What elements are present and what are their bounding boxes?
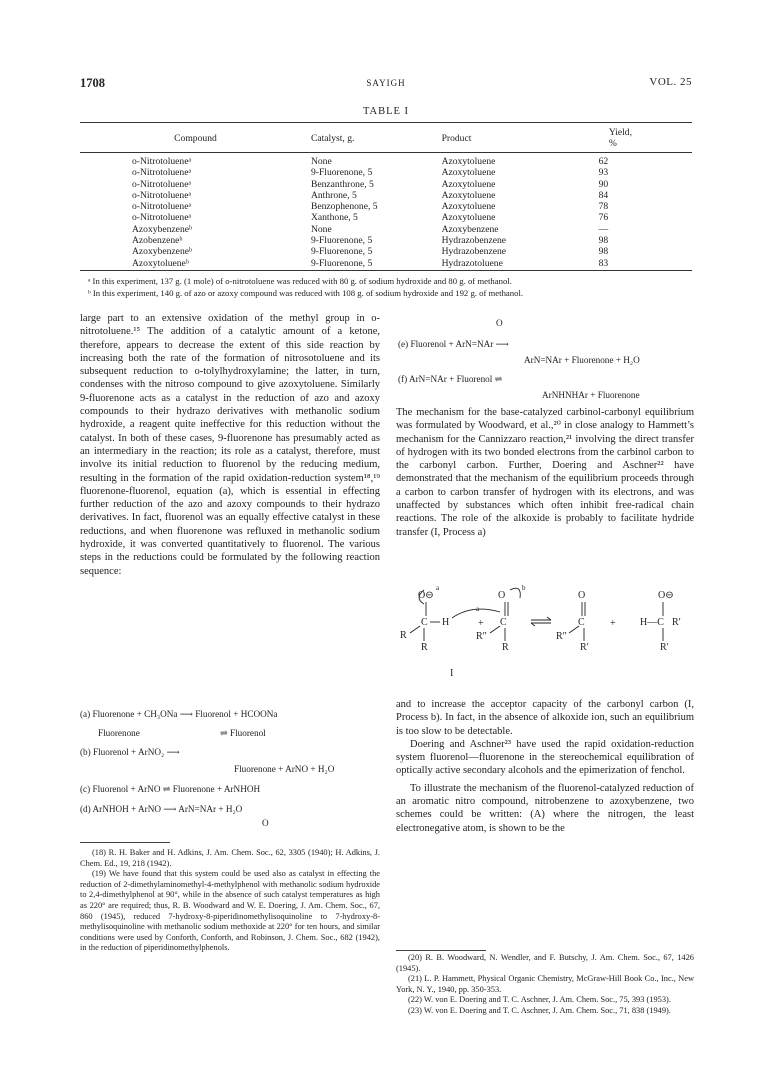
equation-f-products: ArNHNHAr + Fluorenone <box>542 390 640 400</box>
table-cell: Azoxytoluene <box>441 156 496 167</box>
table-header-row <box>80 124 692 153</box>
table-cell: Hydrazotoluene <box>441 257 503 269</box>
equation-f: (f) ArN=NAr + Fluorenol ⇌ <box>398 374 503 384</box>
table-row <box>80 235 692 246</box>
equation-c: (c) Fluorenol + ArNO ⇌ Fluorenone + ArNHOH <box>80 784 261 794</box>
table-row <box>80 167 692 178</box>
table-cell: Azoxytoluene <box>441 178 496 190</box>
equation-e-products: ArN=NAr + Fluorenone + H₂O <box>524 355 640 365</box>
scheme-label: R′ <box>580 642 589 653</box>
scheme-label: O⊖ <box>658 590 674 601</box>
scheme-label: + <box>610 618 616 629</box>
equation-a-right: ⇌ Fluorenol <box>220 728 266 738</box>
table-cell: o-Nitrotolueneᵃ <box>132 167 192 179</box>
footnote-21: (21) L. P. Hammett, Physical Organic Chemistry, McGraw-Hill Book Co., Inc., New York, N. Y., 1940, pp. 350-353. <box>396 974 694 994</box>
equation-d: (d) ArNHOH + ArNO ⟶ ArN=NAr + H₂O <box>80 804 243 814</box>
table-cell: Anthrone, 5 <box>310 189 357 201</box>
scheme-label: b <box>522 584 526 592</box>
scheme-label: R <box>400 630 407 641</box>
table-cell: Azobenzeneᵇ <box>132 235 183 247</box>
scheme-label: H <box>442 617 450 628</box>
table-row <box>80 179 692 190</box>
table-row <box>80 190 692 201</box>
table-row <box>80 258 692 269</box>
table-cell: o-Nitrotolueneᵃ <box>132 212 192 224</box>
data-table <box>80 124 692 269</box>
table-cell: 9-Fluorenone, 5 <box>310 167 373 179</box>
table-cell: 9-Fluorenone, 5 <box>310 246 373 258</box>
left-column <box>80 312 380 578</box>
scheme-label: H—C <box>640 617 664 628</box>
footnote-19: (19) We have found that this system could be used also as catalyst in effecting the reduction of 2-dimethylaminomethyl-4-methylphenol with methanolic sodium hydroxide to 2,4-dimethylphenol at 90°, while in the absence of such catalyst temperatures as high as 220° are required; thus, R. B. Woodward and W. E. Doering, J. Am. Chem. Soc., 67, 860 (1945), reduced 7-hydroxy-8-piperidinomethylisoquinoline to 7-hydroxy-8-methylisoquinoline with methanolic sodium methoxide at 220° for ten hours, and similar conditions were used by Conforth, Conforth, and Robinson, J. Chem. Soc., 682 (1942), in the reduction of piperidinomethylphenols. <box>80 869 380 953</box>
table-top-rule <box>80 122 692 123</box>
paragraph: Doering and Aschner²³ have used the rapid oxidation-reduction system fluorenol—fluorenone in the stereochemical equilibration of optically active secondary alcohols and the epimerization of fenchol. <box>396 738 694 777</box>
column-header: Compound <box>80 124 311 153</box>
table-title: TABLE I <box>362 106 410 117</box>
table-cell: 76 <box>598 212 609 224</box>
table-cell: Benzanthrone, 5 <box>310 178 374 190</box>
table-row <box>80 246 692 257</box>
scheme-label: C <box>578 617 585 628</box>
table-cell: 78 <box>598 201 609 213</box>
table-cell: 9-Fluorenone, 5 <box>310 257 373 269</box>
table-cell: — <box>598 223 609 235</box>
equation-a-left: Fluorenone <box>98 728 140 738</box>
table-row <box>80 212 692 223</box>
table-cell: Benzophenone, 5 <box>310 201 378 213</box>
paragraph: large part to an extensive oxidation of the methyl group in o-nitrotoluene.¹⁵ The addition of a catalytic amount of a ketone, therefore, appears to decrease the extent of this side reaction by increasing both the rate of the formation of nitrosotoluene and its subsequent reduction to o-tolylhydroxylamine; the latter, in turn, condenses with the nitroso compound to give azoxytoluene. Similarly 9-fluorenone acts as a catalyst in the reduction of azo and azoxy compounds to their hydrazo derivatives with methanolic sodium hydroxide, a reagent quite ineffective for this reduction without the catalyst. In both of these cases, 9-fluorenone has presumably acted as an intermediary in the reaction; its role as a catalyst, therefore, must involve its initial reduction to fluorenol by the reducing medium, resulting in the formation of the rapid oxidation-reduction system¹⁸,¹⁹ fluorenone-fluorenol, equation (a), which is essential in effecting further reduction of the azo and azoxy compounds to their hydrazo derivatives. In fact, fluorenol was an equally effective catalyst in these reductions, and when fluorenone was refluxed in methanolic sodium hydroxide, it was converted quantitatively to fluorenol. The various steps in the reductions could be formulated by the following reaction sequence: <box>80 313 380 577</box>
equation-b: (b) Fluorenol + ArNO₂ ⟶ <box>80 747 180 757</box>
page-number: 1708 <box>80 76 105 90</box>
scheme-label: R′ <box>672 617 681 628</box>
table-cell: Azoxybenzene <box>441 223 499 235</box>
footnote-23: (23) W. von E. Doering and T. C. Aschner, J. Am. Chem. Soc., 71, 838 (1949). <box>408 1005 671 1015</box>
table-cell: Xanthone, 5 <box>310 212 358 224</box>
table-cell: 98 <box>598 246 609 258</box>
table-cell: o-Nitrotolueneᵃ <box>132 201 192 213</box>
table-cell: Azoxytoluene <box>441 212 496 224</box>
table-row <box>80 153 692 168</box>
table-cell: o-Nitrotolueneᵃ <box>132 178 192 190</box>
table-cell: o-Nitrotolueneᵃ <box>132 189 192 201</box>
table-cell: 84 <box>598 189 609 201</box>
footnote-rule <box>80 842 170 843</box>
table-cell: Azoxybenzeneᵇ <box>132 246 192 258</box>
scheme-label: R <box>502 642 509 653</box>
scheme-label: R′ <box>660 642 669 653</box>
equation-d-oxygen: O <box>262 818 269 828</box>
scheme-label: O <box>498 590 506 601</box>
scheme-label: a <box>476 605 480 613</box>
footnote-22: (22) W. von E. Doering and T. C. Aschner, J. Am. Chem. Soc., 75, 393 (1953). <box>408 995 671 1005</box>
table-cell: Azoxybenzeneᵇ <box>132 223 192 235</box>
scheme-label: C <box>421 617 428 628</box>
scheme-label: a <box>436 584 440 592</box>
footnote-20: (20) R. B. Woodward, N. Wendler, and F. Butschy, J. Am. Chem. Soc., 67, 1426 (1945). <box>396 953 694 973</box>
table-cell: 62 <box>598 156 609 167</box>
table-cell: Azoxytolueneᵇ <box>132 257 189 269</box>
right-footnotes <box>396 953 694 1017</box>
table-cell: Azoxytoluene <box>441 189 496 201</box>
table-cell: 9-Fluorenone, 5 <box>310 235 373 247</box>
scheme-label: O⊖ <box>418 590 434 601</box>
volume-label: VOL. 25 <box>649 76 692 88</box>
equation-e: (e) Fluorenol + ArN=NAr ⟶ <box>398 339 509 349</box>
table-footnote-a: ᵃ In this experiment, 137 g. (1 mole) of o-nitrotoluene was reduced with 80 g. of sodium hydroxide and 80 g. of methanol. <box>88 276 512 286</box>
footnote-rule <box>396 950 486 951</box>
paragraph: To illustrate the mechanism of the fluorenol-catalyzed reduction of an aromatic nitro compound, nitrobenzene to azoxybenzene, two schemes could be written: (A) where the nitrogen, the least electronegative atom, is shown to be the <box>396 782 694 834</box>
running-author: SAYIGH <box>366 78 406 88</box>
table-footnote-b: ᵇ In this experiment, 140 g. of azo or azoxy compound was reduced with 108 g. of sodium hydroxide and 192 g. of methanol. <box>88 288 524 298</box>
equation-a: (a) Fluorenone + CH₃ONa ⟶ Fluorenol + HCOONa <box>80 709 278 719</box>
right-column-top <box>396 406 694 539</box>
paragraph: and to increase the acceptor capacity of the carbonyl carbon (I, Process b). In fact, in the absence of alkoxide ion, such an equilibrium is too slow to be detectable. <box>396 699 694 737</box>
footnote-18: (18) R. H. Baker and H. Adkins, J. Am. Chem. Soc., 62, 3305 (1940); H. Adkins, J. Chem. Ed., 19, 218 (1942). <box>80 848 380 868</box>
paragraph: The mechanism for the base-catalyzed carbinol-carbonyl equilibrium was formulated by Woodward, et al.,²⁰ in close analogy to Hammett’s mechanism for the Cannizzaro reaction,²¹ involving the direct transfer of hydrogen with its two bonded electrons from the carbinol carbon to the carbonyl carbon. Further, Doering and Aschner²² have demonstrated that the mechanism of the equilibrium proceeds through a carbon to carbon transfer of hydrogen with its electrons, and was unaffected by substances which often inhibit free-radical chain reactions. The role of the alkoxide is probably to facilitate hydride transfer (I, Process a) <box>396 407 694 538</box>
column-header: Product <box>442 124 575 153</box>
table-cell: None <box>310 156 332 167</box>
table-cell: Azoxytoluene <box>441 201 496 213</box>
table-cell: 93 <box>598 167 609 179</box>
table-row <box>80 224 692 235</box>
table-cell: 90 <box>598 178 609 190</box>
scheme-label: R″ <box>476 631 487 642</box>
table-cell: o-Nitrotolueneᵃ <box>132 156 192 167</box>
right-column-bottom <box>396 698 694 835</box>
column-header: Yield, % <box>575 124 692 153</box>
table-cell: Hydrazobenzene <box>441 246 507 258</box>
scheme-label: R <box>421 642 428 653</box>
scheme-label: R″ <box>556 631 567 642</box>
table-cell: 83 <box>598 257 609 269</box>
table-row <box>80 201 692 212</box>
equation-b-products: Fluorenone + ArNO + H₂O <box>234 764 335 774</box>
scheme-label: + <box>478 618 484 629</box>
table-cell: None <box>310 223 332 235</box>
table-cell: Azoxytoluene <box>441 167 496 179</box>
scheme-label: O <box>578 590 586 601</box>
equation-e-oxygen: O <box>496 318 503 328</box>
column-header: Catalyst, g. <box>311 124 442 153</box>
scheme-label: I <box>450 668 454 679</box>
scheme-label: C <box>500 617 507 628</box>
table-bottom-rule <box>80 270 692 271</box>
mechanism-scheme-i <box>396 578 696 696</box>
table-cell: Hydrazobenzene <box>441 235 507 247</box>
table-cell: 98 <box>598 235 609 247</box>
left-footnotes <box>80 848 380 954</box>
